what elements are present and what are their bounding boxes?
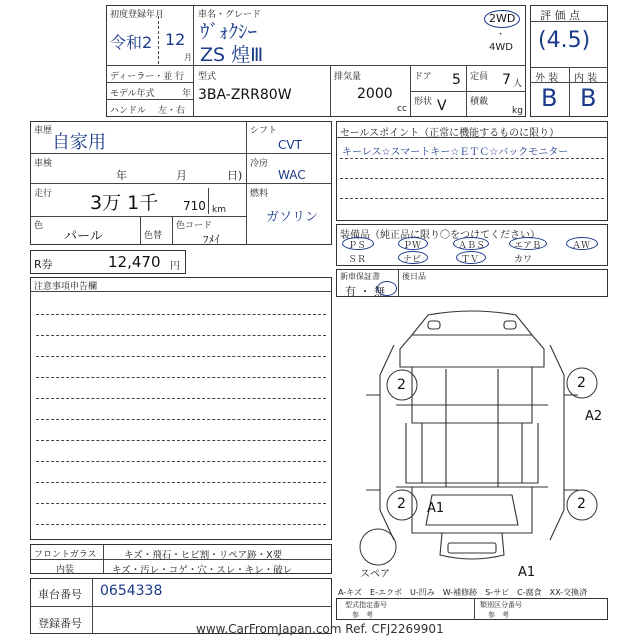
equip-navi: ナビ bbox=[403, 255, 422, 265]
mileage-label: 走行 bbox=[34, 189, 53, 199]
watermark: www.CarFromJapan.com Ref. CFJ2269901 bbox=[196, 622, 444, 636]
shape-value: V bbox=[437, 98, 447, 114]
year-unit: 年 bbox=[182, 89, 192, 99]
car-diagram bbox=[336, 305, 608, 580]
header-box bbox=[106, 5, 526, 117]
color-label: 色 bbox=[34, 221, 44, 231]
cc-unit: cc bbox=[397, 104, 407, 114]
eval-score: (4.5) bbox=[538, 28, 591, 53]
mark-a1-side: A1 bbox=[427, 501, 445, 516]
grade: ZS 煌Ⅲ bbox=[200, 44, 264, 66]
ref-2: 参 考 bbox=[488, 611, 509, 619]
km-unit: km bbox=[212, 205, 226, 215]
notes-line bbox=[36, 440, 326, 441]
door-value: 5 bbox=[452, 72, 461, 88]
chassis-value: 0654338 bbox=[100, 583, 163, 599]
notes-line bbox=[36, 335, 326, 336]
notes-title: 注意事項申告欄 bbox=[34, 282, 98, 292]
inspection-label: 車検 bbox=[34, 159, 53, 169]
reg-label: 登録番号 bbox=[38, 617, 82, 630]
equip-tv: ＴＶ bbox=[461, 255, 480, 265]
equip-abs: ＡＢＳ bbox=[458, 241, 486, 251]
int-grade: B bbox=[580, 84, 597, 112]
int-label: 内 装 bbox=[574, 73, 598, 84]
color-value: パール bbox=[64, 229, 103, 244]
inspection-year: 年 bbox=[116, 169, 127, 182]
handle-value: 左・右 bbox=[158, 106, 186, 116]
ext-label: 外 装 bbox=[535, 73, 559, 84]
inspection-month: 月 bbox=[176, 169, 187, 182]
mark-rl: 2 bbox=[397, 496, 406, 512]
equip-leather: カワ bbox=[514, 255, 533, 265]
car-name-label: 車名・グレード bbox=[198, 10, 262, 20]
r-unit: 円 bbox=[170, 261, 180, 272]
equip-ps: ＰＳ bbox=[348, 241, 367, 251]
model-year-label: モデル年式 bbox=[110, 89, 155, 99]
month-value: 12 bbox=[165, 30, 186, 49]
r-label: R券 bbox=[34, 258, 53, 271]
mark-a1-rear: A1 bbox=[518, 565, 536, 580]
mark-fr: 2 bbox=[577, 375, 586, 391]
load-label: 積載 bbox=[470, 97, 489, 107]
notes-line bbox=[36, 461, 326, 462]
color-replace-label: 色替 bbox=[144, 231, 163, 241]
mileage-small: 710 bbox=[183, 199, 206, 213]
sales-line-1: キーレス☆スマートキー☆ＥＴＣ☆バックモニター bbox=[342, 147, 569, 158]
warranty-none-circle bbox=[377, 281, 397, 296]
interior-value: キズ・汚レ・コゲ・穴・スレ・キレ・破レ bbox=[112, 565, 293, 576]
mileage-value: 3万 1千 bbox=[90, 192, 159, 214]
displacement-label: 排気量 bbox=[334, 72, 362, 82]
warranty-value: 有 ・ 無 bbox=[345, 285, 385, 298]
notes-box bbox=[30, 277, 332, 540]
warranty-label: 新車保証書 bbox=[340, 272, 380, 281]
fuel-label: 燃料 bbox=[250, 189, 269, 199]
door-label: ドア bbox=[414, 72, 432, 82]
shift-value: CVT bbox=[278, 138, 302, 152]
mark-a2: A2 bbox=[585, 409, 603, 424]
sales-title: セールスポイント（正常に機能するものに限り） bbox=[340, 128, 560, 139]
capacity-label: 定員 bbox=[470, 72, 489, 82]
month-unit: 月 bbox=[184, 53, 192, 62]
mark-fl: 2 bbox=[397, 377, 406, 393]
category: 類別区分番号 bbox=[480, 601, 522, 609]
notes-line bbox=[36, 524, 326, 525]
ac-label: 冷房 bbox=[250, 159, 269, 169]
usage-value: 自家用 bbox=[52, 132, 106, 153]
drive-dot: ・ bbox=[496, 30, 506, 40]
notes-line bbox=[36, 314, 326, 315]
equip-sr: ＳＲ bbox=[348, 255, 367, 265]
ref-1: 参 考 bbox=[352, 611, 373, 619]
shift-label: シフト bbox=[250, 126, 278, 136]
fuel-value: ガソリン bbox=[266, 210, 319, 225]
inspection-day: 日) bbox=[227, 169, 243, 182]
drive-4wd: 4WD bbox=[489, 42, 513, 53]
spare-label: スペア bbox=[360, 569, 390, 580]
equipment-title: 装備品（純正品に限り〇をつけてください） bbox=[340, 230, 540, 241]
r-value: 12,470 bbox=[108, 253, 161, 271]
notes-line bbox=[36, 377, 326, 378]
handle-label: ハンドル bbox=[110, 106, 147, 116]
kg-unit: kg bbox=[512, 106, 523, 116]
equip-airbag: エアＢ bbox=[514, 241, 542, 251]
displacement-value: 2000 bbox=[357, 86, 393, 102]
windshield-value: キズ・飛石・ヒビ割・リペア跡・X要 bbox=[124, 550, 283, 561]
notes-line bbox=[36, 482, 326, 483]
retro-label: 後日品 bbox=[402, 272, 426, 281]
type-value: 3BA-ZRR80W bbox=[198, 87, 292, 103]
equip-pw: ＰＷ bbox=[403, 241, 422, 251]
color-code-label: 色コード bbox=[176, 221, 213, 231]
usage-label: 車歴 bbox=[34, 126, 53, 136]
type-designation: 型式指定番号 bbox=[345, 601, 387, 609]
chassis-label: 車台番号 bbox=[38, 588, 82, 601]
color-code-value: ﾌﾒｲ bbox=[203, 233, 220, 246]
first-reg-label: 初度登録年月 bbox=[110, 10, 165, 20]
capacity-unit: 人 bbox=[513, 79, 523, 89]
shape-label: 形状 bbox=[414, 97, 433, 107]
interior-label: 内装 bbox=[56, 565, 75, 575]
notes-line bbox=[36, 419, 326, 420]
capacity-value: 7 bbox=[502, 72, 511, 88]
equip-aw: ＡＷ bbox=[572, 241, 591, 251]
eval-label: 評 価 点 bbox=[540, 9, 580, 22]
dealer-label: ディーラー・並 行 bbox=[110, 72, 185, 82]
notes-line bbox=[36, 398, 326, 399]
car-name: ｳﾞｫｸｼｰ bbox=[200, 21, 258, 43]
type-label: 型式 bbox=[198, 72, 217, 82]
notes-line bbox=[36, 503, 326, 504]
ext-grade: B bbox=[541, 84, 558, 112]
drive-2wd: 2WD bbox=[489, 12, 516, 25]
ac-value: WAC bbox=[278, 168, 306, 182]
windshield-label: フロントガラス bbox=[34, 550, 97, 560]
notes-line bbox=[36, 356, 326, 357]
mark-rr: 2 bbox=[577, 496, 586, 512]
damage-legend: A-キズ E-エクボ U-凹み W-補修跡 S-サビ C-腐食 XX-交換済 bbox=[338, 588, 588, 597]
era-value: 令和2 bbox=[110, 33, 153, 52]
